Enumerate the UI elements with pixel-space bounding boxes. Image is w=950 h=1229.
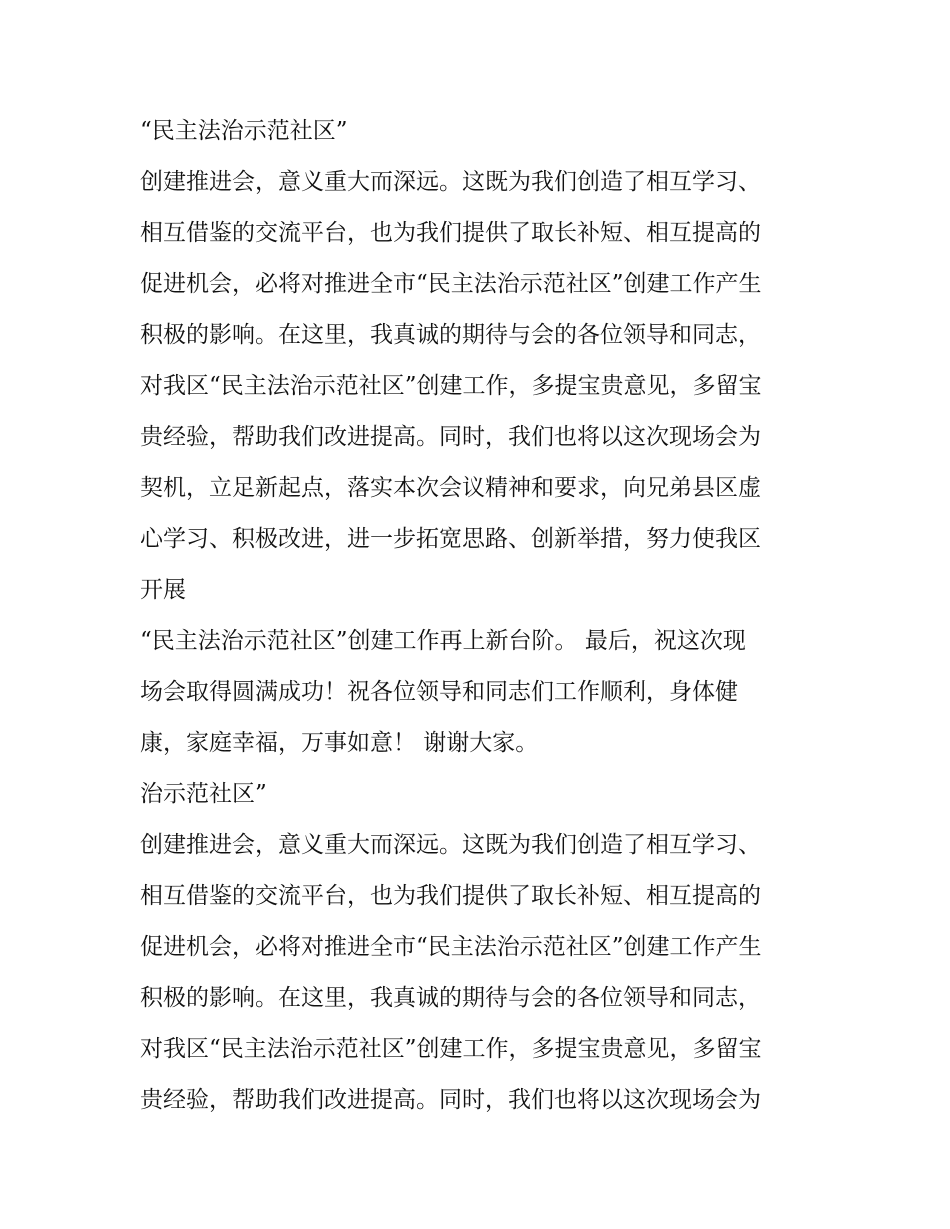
text-line: 心学习、积极改进，进一步拓宽思路、创新举措，努力使我区 [140,526,761,552]
text-line: 贵经验，帮助我们改进提高。同时，我们也将以这次现场会为 [140,424,761,450]
document-body [140,106,830,1126]
text-line: 康，家庭幸福，万事如意！ 谢谢大家。 [140,730,539,756]
text-line: 促进机会，必将对推进全市“民主法治示范社区”创建工作产生 [140,934,762,960]
text-line: “民主法治示范社区”创建工作再上新台阶。 最后，祝这次现 [140,628,746,654]
text-line: 贵经验，帮助我们改进提高。同时，我们也将以这次现场会为 [140,1087,761,1113]
text-line: 积极的影响。在这里，我真诚的期待与会的各位领导和同志， [140,322,761,348]
text-line: 相互借鉴的交流平台，也为我们提供了取长补短、相互提高的 [140,220,761,246]
text-line: “民主法治示范社区” [140,118,348,144]
text-line: 契机，立足新起点，落实本次会议精神和要求，向兄弟县区虚 [140,475,761,501]
text-line: 积极的影响。在这里，我真诚的期待与会的各位领导和同志， [140,985,761,1011]
text-line: 对我区“民主法治示范社区”创建工作，多提宝贵意见，多留宝 [140,373,762,399]
text-line: 治示范社区” [140,781,267,807]
text-line: 开展 [140,577,186,603]
text-line: 创建推进会，意义重大而深远。这既为我们创造了相互学习、 [140,169,761,195]
text-line: 促进机会，必将对推进全市“民主法治示范社区”创建工作产生 [140,271,762,297]
text-line: 场会取得圆满成功！祝各位领导和同志们工作顺利，身体健 [140,679,738,705]
text-line: 对我区“民主法治示范社区”创建工作，多提宝贵意见，多留宝 [140,1036,762,1062]
text-line: 相互借鉴的交流平台，也为我们提供了取长补短、相互提高的 [140,883,761,909]
text-line: 创建推进会，意义重大而深远。这既为我们创造了相互学习、 [140,832,761,858]
